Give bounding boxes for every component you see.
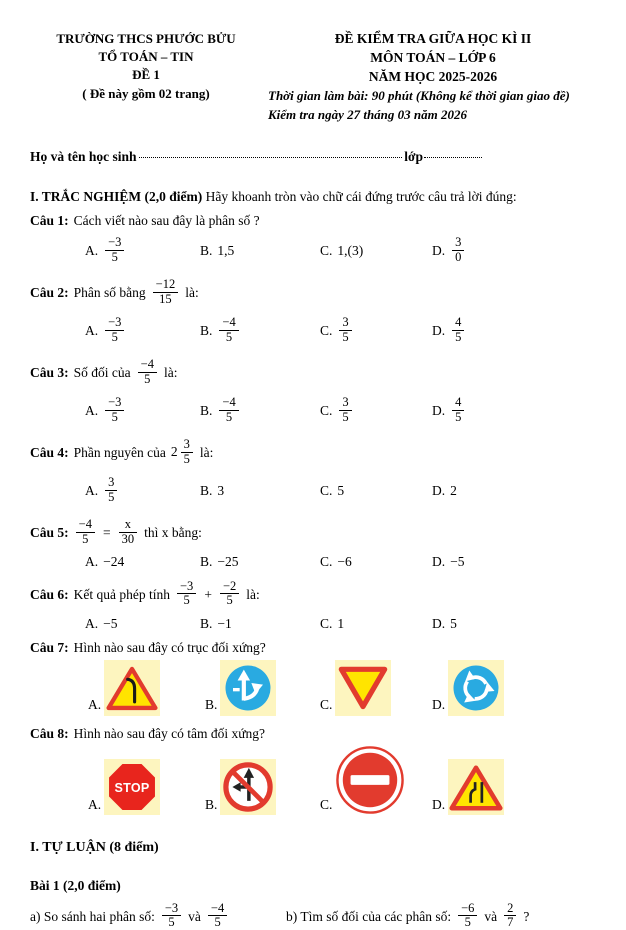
question-8-options xyxy=(88,745,598,815)
option-value: −5 xyxy=(103,615,118,631)
straight-or-right-sign-icon xyxy=(220,660,276,716)
exam-subject: MÔN TOÁN – LỚP 6 xyxy=(370,49,496,65)
school-year: NĂM HỌC 2025-2026 xyxy=(368,68,498,84)
section-essay-heading xyxy=(30,839,598,857)
option-letter: A. xyxy=(85,554,99,569)
equals-sign: = xyxy=(102,525,111,541)
question-7 xyxy=(30,639,598,657)
q1-option-d xyxy=(432,237,598,265)
option-letter: C. xyxy=(320,403,333,419)
option-letter: C. xyxy=(320,243,333,259)
question-8 xyxy=(30,725,598,743)
q3-option-a xyxy=(85,397,200,425)
class-fill-line xyxy=(424,157,482,158)
question-mark: ? xyxy=(523,908,530,924)
pages-note: ( Đề này gồm 02 trang) xyxy=(82,85,210,101)
question-6-label: Câu 6: xyxy=(30,586,69,602)
option-letter: C. xyxy=(320,796,333,812)
bai1-part-b xyxy=(286,900,598,930)
q1-option-c xyxy=(320,242,432,260)
q4-option-a xyxy=(85,477,200,505)
question-6-options xyxy=(85,615,598,633)
option-letter: D. xyxy=(432,796,446,812)
question-4 xyxy=(30,436,598,470)
question-2-label: Câu 2: xyxy=(30,285,69,301)
q5-option-d xyxy=(432,553,598,571)
road-narrows-warning-sign-icon xyxy=(448,759,504,815)
option-letter: A. xyxy=(85,243,99,259)
question-2 xyxy=(30,276,598,310)
question-3-text: Số đối của xyxy=(73,365,131,381)
fraction: $\frac{3}{0}$ xyxy=(452,236,464,264)
option-letter: A. xyxy=(85,483,99,499)
option-letter: D. xyxy=(432,243,446,259)
left-bend-warning-sign-icon xyxy=(104,660,160,716)
student-name-fill-line xyxy=(139,157,403,158)
fraction: $\frac{-3}{5}$ xyxy=(105,316,124,344)
question-4-text: Phần nguyên của xyxy=(73,445,166,461)
fraction: $\frac{-4}{5}$ xyxy=(219,316,238,344)
bai1-part-a xyxy=(30,900,286,930)
option-letter: C. xyxy=(320,697,333,713)
section-mc-heading xyxy=(30,188,598,206)
option-letter: A. xyxy=(85,403,99,419)
question-1 xyxy=(30,212,598,230)
plus-sign: + xyxy=(204,586,212,602)
q8-option-a xyxy=(88,759,205,815)
fraction: $\frac{4}{5}$ xyxy=(452,396,464,424)
option-value: −5 xyxy=(450,554,465,569)
question-7-text: Hình nào sau đây có trục đối xứng? xyxy=(73,640,266,656)
q5-option-c xyxy=(320,553,432,571)
bai1-part-b-text: b) Tìm số đối của các phân số: xyxy=(286,908,452,924)
option-letter: B. xyxy=(200,483,213,499)
fraction: $\frac{-4}{5}$ xyxy=(219,396,238,424)
fraction: $\frac{2}{7}$ xyxy=(504,902,516,930)
fraction: $\frac{-3}{5}$ xyxy=(177,580,196,608)
no-straight-or-left-turn-sign-icon xyxy=(220,759,276,815)
q2-option-b xyxy=(200,317,320,345)
q7-option-b xyxy=(205,660,320,716)
q2-option-c xyxy=(320,317,432,345)
option-letter: D. xyxy=(432,403,446,419)
question-6 xyxy=(30,578,598,612)
option-letter: B. xyxy=(205,697,218,713)
q5-option-b xyxy=(200,553,320,571)
option-letter: A. xyxy=(88,796,102,812)
q7-option-d xyxy=(432,660,598,716)
fraction: $\frac{3}{5}$ xyxy=(105,476,117,504)
question-1-options xyxy=(85,233,598,269)
option-letter: D. xyxy=(432,483,446,499)
option-letter: C. xyxy=(320,323,333,339)
and-word: và xyxy=(188,908,201,924)
stop-sign-label: STOP xyxy=(114,780,150,795)
q3-option-c xyxy=(320,397,432,425)
q1-option-b xyxy=(200,242,320,260)
option-value: 5 xyxy=(450,615,457,631)
option-letter: C. xyxy=(320,483,333,499)
fraction: $\frac{3}{5}$ xyxy=(339,316,351,344)
fraction: $\frac{-3}{5}$ xyxy=(162,902,181,930)
q3-option-b xyxy=(200,397,320,425)
question-1-text: Cách viết nào sau đây là phân số ? xyxy=(73,213,260,229)
q6-option-a xyxy=(85,615,200,633)
q6-option-d xyxy=(432,615,598,633)
question-7-options xyxy=(88,660,598,716)
question-3 xyxy=(30,356,598,390)
header-exam-block xyxy=(262,30,598,124)
bai1-part-a-text: a) So sánh hai phân số: xyxy=(30,908,155,924)
option-value: −1 xyxy=(217,615,232,631)
option-value: −24 xyxy=(103,554,125,569)
fraction: $\frac{3}{5}$ xyxy=(181,438,193,466)
question-5-options xyxy=(85,553,598,571)
no-entry-sign-icon xyxy=(335,745,405,815)
q4-option-c xyxy=(320,482,432,500)
option-letter: D. xyxy=(432,554,446,569)
roundabout-sign-icon xyxy=(448,660,504,716)
q6-option-b xyxy=(200,615,320,633)
option-value: −25 xyxy=(217,554,239,569)
option-letter: B. xyxy=(200,615,213,631)
section-mc-title: I. TRẮC NGHIỆM (2,0 điểm) xyxy=(30,188,203,204)
q3-option-d xyxy=(432,397,598,425)
q6-option-c xyxy=(320,615,432,633)
question-4-text-after: là: xyxy=(199,445,214,461)
fraction: $\frac{x}{30}$ xyxy=(119,518,138,546)
question-3-options xyxy=(85,393,598,429)
option-value: 5 xyxy=(337,483,345,499)
fraction: $\frac{-6}{5}$ xyxy=(458,902,477,930)
option-value: 1,(3) xyxy=(337,243,364,259)
bai1-title: Bài 1 (2,0 điểm) xyxy=(30,878,121,894)
option-value: 3 xyxy=(217,483,225,499)
option-letter: D. xyxy=(432,323,446,339)
option-letter: C. xyxy=(320,554,333,569)
option-letter: A. xyxy=(88,697,102,713)
q7-option-a xyxy=(88,660,205,716)
bai1-parts xyxy=(30,900,598,930)
question-6-text: Kết quả phép tính xyxy=(73,586,170,602)
option-letter: B. xyxy=(200,243,213,259)
question-7-label: Câu 7: xyxy=(30,640,69,656)
school-name: TRƯỜNG THCS PHƯỚC BỬU xyxy=(56,31,236,46)
fraction: $\frac{4}{5}$ xyxy=(452,316,464,344)
exam-code: ĐỀ 1 xyxy=(132,67,160,83)
question-4-label: Câu 4: xyxy=(30,445,69,461)
option-letter: B. xyxy=(200,323,213,339)
option-letter: D. xyxy=(432,697,446,713)
question-2-options xyxy=(85,313,598,349)
section-mc-instruction: Hãy khoanh tròn vào chữ cái đứng trước câu trả lời đúng: xyxy=(205,188,517,204)
stop-sign-icon xyxy=(104,759,160,815)
option-letter: B. xyxy=(200,403,213,419)
option-value: −6 xyxy=(337,554,352,569)
question-3-label: Câu 3: xyxy=(30,365,69,381)
fraction: $\frac{-4}{5}$ xyxy=(138,358,157,386)
bai1-heading xyxy=(30,877,598,895)
exam-date: Kiểm tra ngày 27 tháng 03 năm 2026 xyxy=(268,106,467,122)
question-8-label: Câu 8: xyxy=(30,725,69,741)
option-value: 2 xyxy=(450,483,457,499)
q8-option-b xyxy=(205,759,320,815)
q7-option-c xyxy=(320,660,432,716)
fraction: $\frac{3}{5}$ xyxy=(339,396,351,424)
fraction: $\frac{-4}{5}$ xyxy=(208,902,227,930)
header-school-block xyxy=(30,30,262,124)
q1-option-a xyxy=(85,237,200,265)
q8-option-c xyxy=(320,745,432,815)
fraction: $\frac{-2}{5}$ xyxy=(220,580,239,608)
option-letter: B. xyxy=(200,554,213,569)
and-word: và xyxy=(484,908,498,924)
q4-option-d xyxy=(432,482,598,500)
question-6-text-after: là: xyxy=(246,586,260,602)
question-5-label: Câu 5: xyxy=(30,525,69,541)
q5-option-a xyxy=(85,553,200,571)
option-letter: A. xyxy=(85,615,99,631)
exam-header xyxy=(30,30,598,124)
department-name: TỔ TOÁN – TIN xyxy=(98,49,194,65)
q4-option-b xyxy=(200,482,320,500)
q8-option-d xyxy=(432,759,598,815)
question-5 xyxy=(30,516,598,550)
option-letter: C. xyxy=(320,615,333,631)
option-letter: B. xyxy=(205,796,218,812)
section-essay-title: I. TỰ LUẬN (8 điểm) xyxy=(30,840,159,856)
exam-title: ĐỀ KIỂM TRA GIỮA HỌC KÌ II xyxy=(334,31,532,46)
question-4-options xyxy=(85,473,598,509)
question-3-text-after: là: xyxy=(163,365,178,381)
fraction: $\frac{-4}{5}$ xyxy=(76,518,95,546)
yield-sign-icon xyxy=(335,660,391,716)
student-info-line xyxy=(30,148,482,166)
question-1-label: Câu 1: xyxy=(30,213,69,229)
option-letter: A. xyxy=(85,323,99,339)
q2-option-a xyxy=(85,317,200,345)
option-value: 1 xyxy=(337,615,345,631)
fraction: $\frac{-3}{5}$ xyxy=(105,396,124,424)
option-letter: D. xyxy=(432,615,446,631)
question-2-text-after: là: xyxy=(185,285,199,301)
student-name-label: Họ và tên học sinh xyxy=(30,149,137,165)
mixed-number: 2 $\frac{3}{5}$ xyxy=(171,439,195,467)
option-value: 1,5 xyxy=(217,243,235,259)
fraction: $\frac{-3}{5}$ xyxy=(105,236,124,264)
question-2-text: Phân số bằng xyxy=(73,285,146,301)
exam-duration: Thời gian làm bài: 90 phút (Không kể thời gian giao đề) xyxy=(268,87,570,103)
question-5-text-after: thì x bằng: xyxy=(144,525,202,541)
class-label: lớp xyxy=(404,149,423,165)
fraction: $\frac{-12}{15}$ xyxy=(153,278,179,306)
question-8-text: Hình nào sau đây có tâm đối xứng? xyxy=(73,725,266,741)
q2-option-d xyxy=(432,317,598,345)
